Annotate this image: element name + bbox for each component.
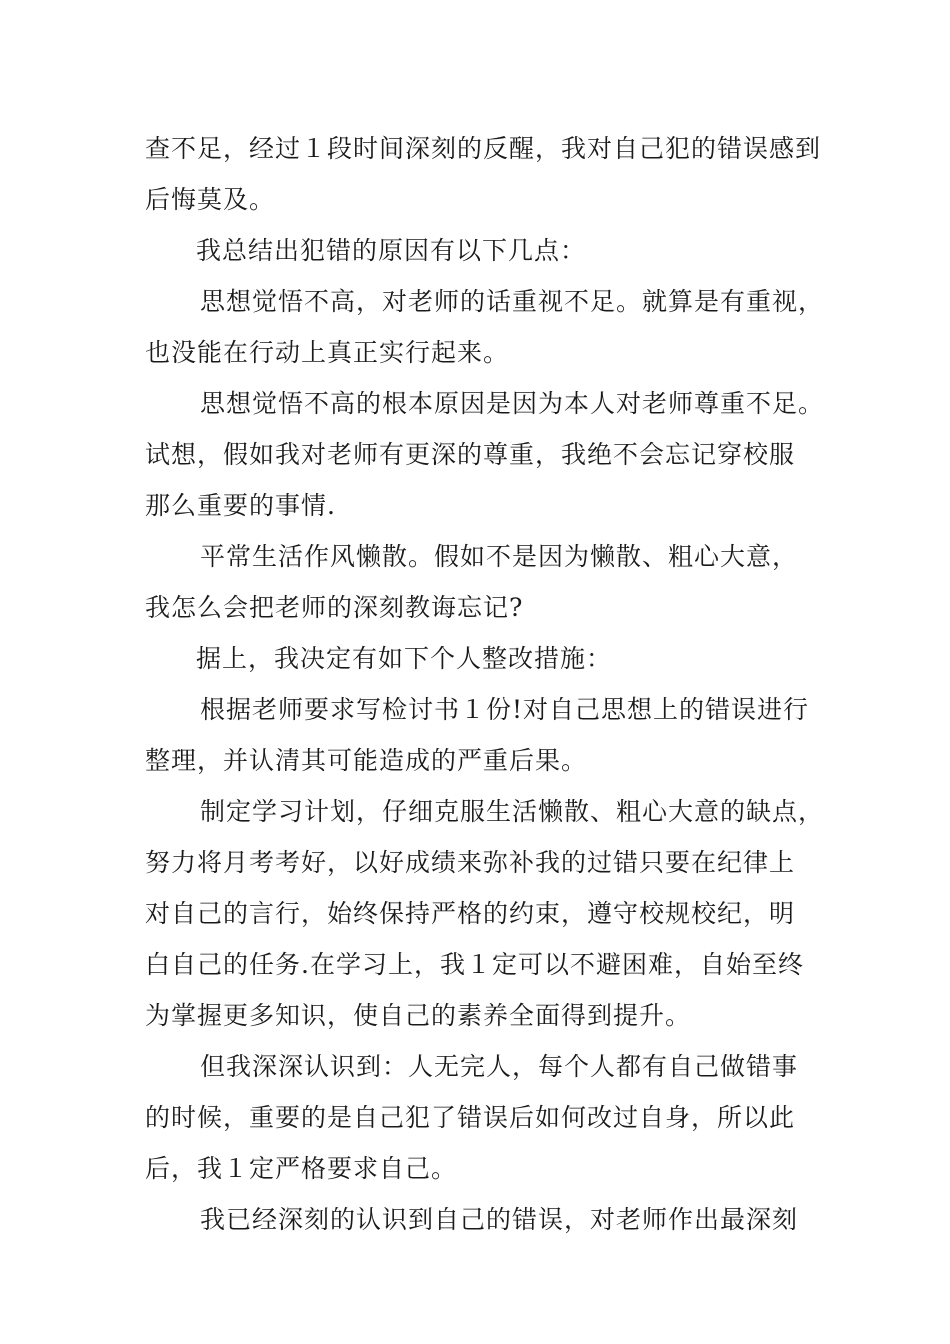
text-line: 后悔莫及。: [145, 185, 276, 214]
text-line: 查不足，经过１段时间深刻的反醒，我对自己犯的错误感到: [145, 134, 822, 163]
text-line: 我总结出犯错的原因有以下几点：: [196, 236, 587, 265]
text-line: 也没能在行动上真正实行起来。: [145, 338, 510, 367]
text-line: 整理，并认清其可能造成的严重后果。: [145, 746, 588, 775]
text-line: 根据老师要求写检讨书１份!对自己思想上的错误进行: [200, 695, 810, 724]
text-line: 思想觉悟不高，对老师的话重视不足。就算是有重视，: [200, 287, 825, 316]
text-line: 平常生活作风懒散。假如不是因为懒散、粗心大意，: [200, 542, 799, 571]
text-line: 我怎么会把老师的深刻教诲忘记?: [145, 593, 524, 622]
text-line: 那么重要的事情.: [145, 491, 336, 520]
text-line: 制定学习计划，仔细克服生活懒散、粗心大意的缺点，: [200, 797, 825, 826]
text-line: 为掌握更多知识，使自己的素养全面得到提升。: [145, 1001, 692, 1030]
text-line: 据上，我决定有如下个人整改措施：: [196, 644, 613, 673]
text-line: 我已经深刻的认识到自己的错误，对老师作出最深刻: [200, 1205, 799, 1234]
text-line: 后，我１定严格要求自己。: [145, 1154, 458, 1183]
text-line: 的时候，重要的是自己犯了错误后如何改过自身，所以此: [145, 1103, 796, 1132]
text-line: 白自己的任务.在学习上，我１定可以不避困难，自始至终: [145, 950, 804, 979]
text-line: 但我深深认识到：人无完人，每个人都有自己做错事: [200, 1052, 799, 1081]
text-line: 思想觉悟不高的根本原因是因为本人对老师尊重不足。: [200, 389, 825, 418]
text-line: 试想，假如我对老师有更深的尊重，我绝不会忘记穿校服: [145, 440, 796, 469]
text-line: 努力将月考考好，以好成绩来弥补我的过错只要在纪律上: [145, 848, 796, 877]
text-line: 对自己的言行，始终保持严格的约束，遵守校规校纪，明: [145, 899, 796, 928]
